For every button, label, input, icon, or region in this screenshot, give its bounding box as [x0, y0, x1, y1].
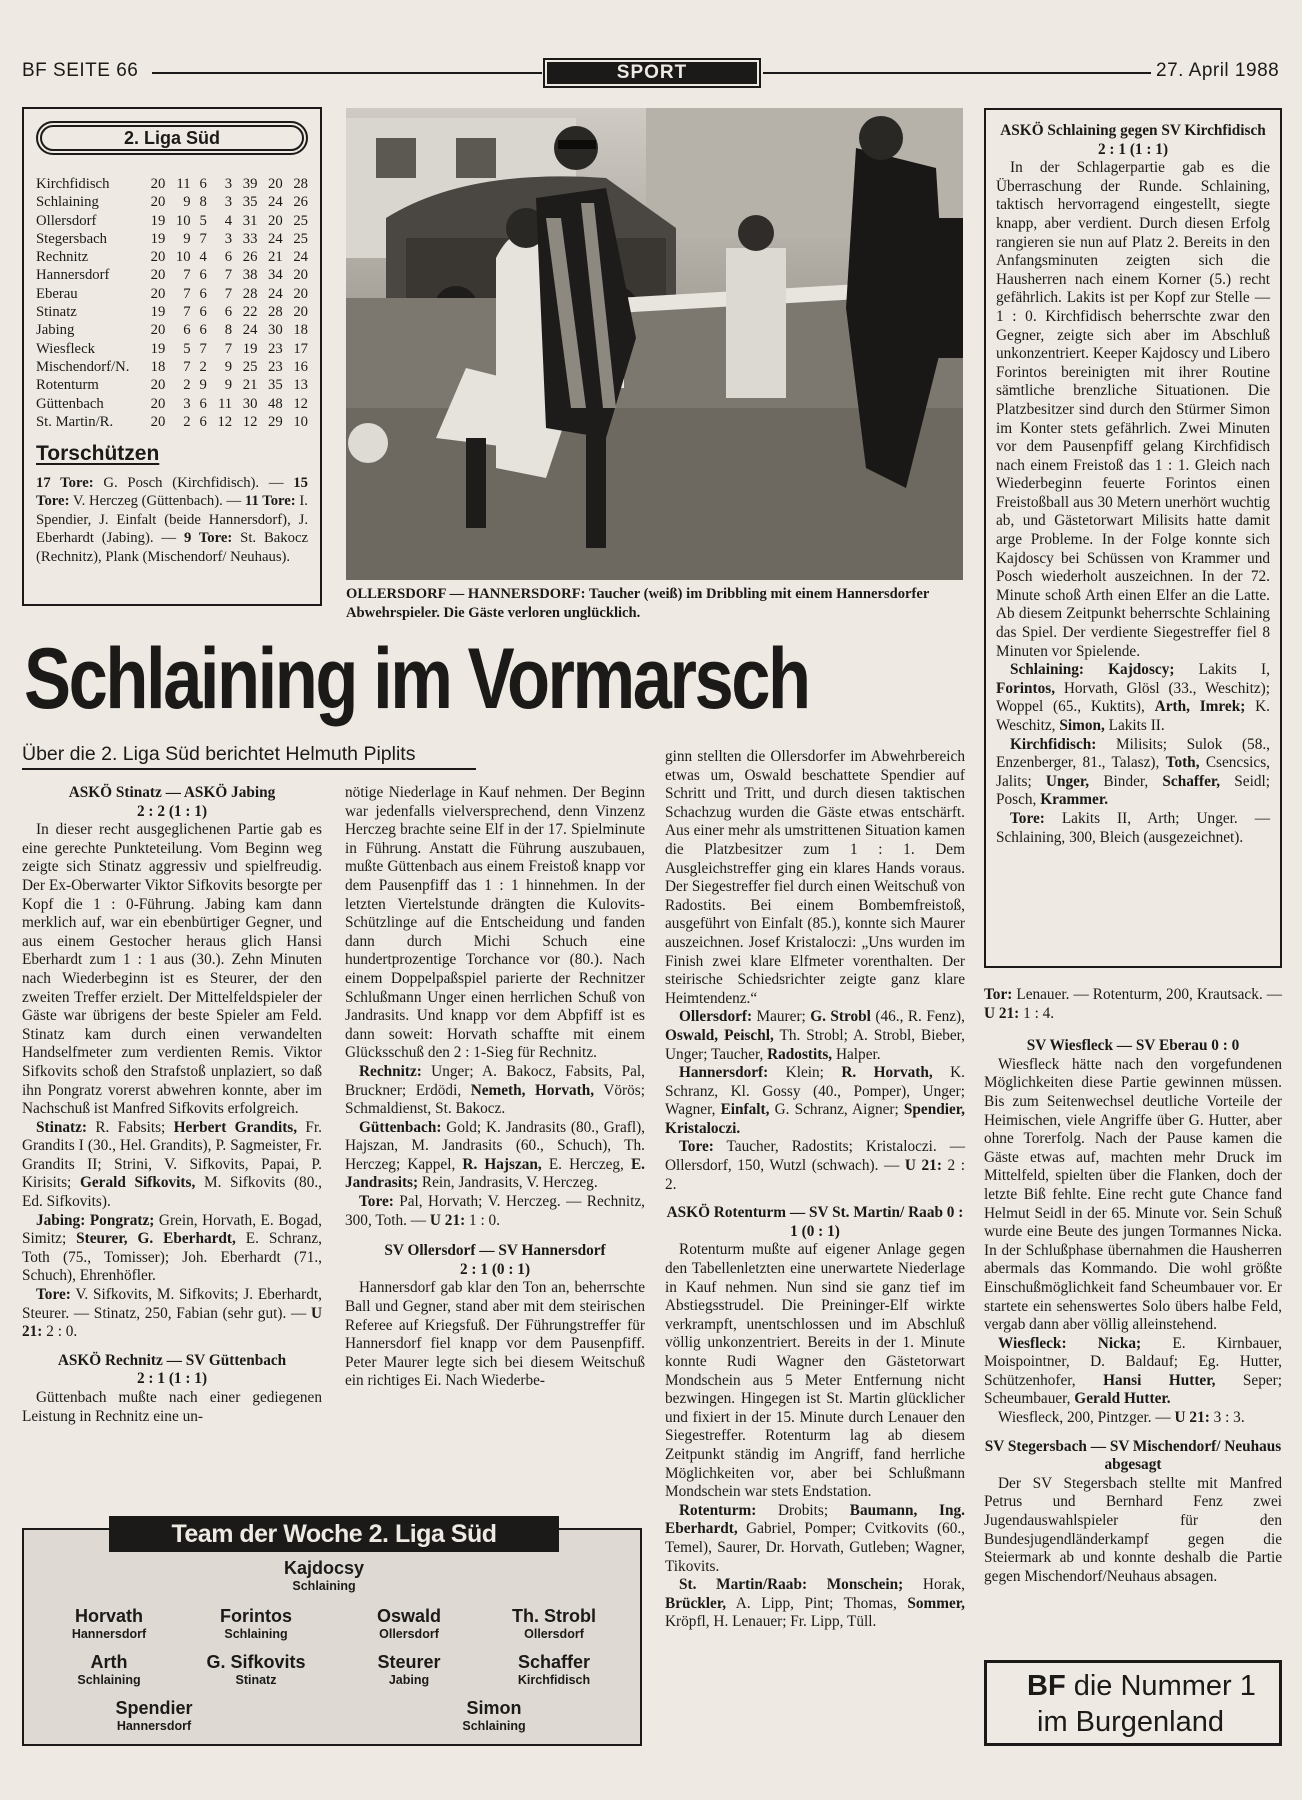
scorer-names: G. Posch (Kirchfidisch). —	[93, 475, 294, 491]
lineup-guettenbach: Güttenbach: Gold; K. Jandrasits (80., Grafl), Hajszan, M. Jandrasits (60., Schuch), Th. Herczeg; Kappel, R. Hajszan, E. Herczeg, E. Jandrasits; Rein, Jandrasits, V. Herczeg.	[345, 1118, 645, 1192]
stat-cell: 28	[293, 176, 308, 192]
lineup-jabing: Jabing: Pongratz; Grein, Horvath, E. Bogad, Simitz; Steurer, G. Eberhardt, E. Schranz, Toth (75., Tomisser); Joh. Eberhardt (71., Schuch), Ehrenhöfler.	[22, 1211, 322, 1285]
match-heading: ASKÖ Rotenturm — SV St. Martin/ Raab 0 : 1 (0 : 1)	[666, 1204, 964, 1240]
goals-line: Tore: Pal, Horvath; V. Herczeg. — Rechnitz, 300, Toth. — U 21: 1 : 0.	[345, 1193, 645, 1229]
stat-cell: 7	[183, 285, 191, 302]
match-report: Wiesfleck hätte nach den vorgefundenen Möglichkeiten diese Partie gewinnen müssen. Bis zum Seitenwechsel deutliche Vorteile der Heimischen, viele Angriffe über G. Hutter, aber ohne Torerfolg. Nach der Pause kamen die Gäste etwas auf, machten mehr Druck im Mittelfeld, spielten über die Flanken, doch der letzte Biß fehlte. Eine recht gute Chance fand Helmut Seidl in der 65. Minute vor. Sein Schuß wurde eine Beute des jungen Tormannes Nicka. In der Schlußphase übernahmen die Hausherren abermals das Kommando. Die wohl größte Einschußmöglichkeit fand Scheumbauer vor. Er startete ein sehenswertes Solo übers halbe Feld, vergab dann aber völlig alleinstehend.	[984, 1055, 1282, 1334]
team-of-week-player	[329, 1606, 489, 1642]
match-photo	[346, 108, 963, 580]
team-name: Hannersdorf	[36, 267, 110, 284]
lineup-rechnitz: Rechnitz: Unger; A. Bakocz, Fabsits, Pal, Bruckner; Erdödi, Nemeth, Horvath, Vörös; Schmaldienst, St. Bakocz.	[345, 1062, 645, 1118]
player-club: Kirchfidisch	[517, 1673, 591, 1687]
stat-cell: 20	[293, 304, 308, 321]
stat-cell: 23	[268, 340, 283, 357]
team-name: Eberau	[36, 285, 78, 302]
player-club: Schlaining	[292, 1579, 356, 1593]
player-club: Stinatz	[235, 1673, 277, 1687]
attendance-line: Wiesfleck, 200, Pintzger. — U 21: 3 : 3.	[998, 1409, 1245, 1427]
lineup-ollersdorf: Ollersdorf: Maurer; G. Strobl (46., R. Fenz), Oswald, Peischl, Th. Strobl; A. Strobl, Bieber, Unger; Taucher, Radostits, Halper.	[665, 1008, 965, 1063]
stat-cell: 7	[199, 340, 207, 357]
stat-cell: 33	[242, 230, 258, 247]
stat-cell: 38	[242, 267, 258, 284]
stat-cell: 11	[176, 176, 191, 192]
team-of-week-player	[329, 1652, 489, 1688]
stat-cell: 39	[242, 176, 258, 192]
stat-cell: 6	[199, 176, 207, 192]
stat-cell: 12	[293, 395, 308, 412]
match-report: Rotenturm mußte auf eigener Anlage gegen den Tabellenletzten eine unerwartete Niederlage in Kauf nehmen. Nun sind sie ganz tief im Abstiegsstrudel. Die Preininger-Elf wirkte verkrampft, unentschlossen und im Abschluß völlig unkonzentriert. Bereits in der 1. Minute konnte Rudi Wagner den Gästetorwart Mondschein aus 5 Meter Entfernung nicht bezwingen. Hingegen ist St. Martin glücklicher und fixiert in der 15. Minute durch Lenauer den Siegestreffer. Rotenturm lag ab diesem Zeitpunkt ständig im Angriff, fand herrliche Möglichkeiten vor, aber bei Schlußmann Mondschein war stets Endstation.	[665, 1241, 965, 1501]
match-score: 2 : 1 (0 : 1)	[459, 1260, 531, 1278]
match-heading: SV Wiesfleck — SV Eberau 0 : 0	[1026, 1037, 1240, 1055]
lineup-rotenturm: Rotenturm: Drobits; Baumann, Ing. Eberhardt, Gabriel, Pomper; Cvitkovits (60., Temel), Saurer, Dr. Horvath, Gutleben; Wagner, Tikovits.	[665, 1501, 965, 1575]
team-name: Ollersdorf	[36, 212, 97, 229]
goals-line: Tore: Lakits II, Arth; Unger. — Schlaining, 300, Bleich (ausgezeichnet).	[996, 809, 1270, 846]
stat-cell: 6	[224, 249, 233, 266]
player-name: Horvath	[74, 1606, 143, 1626]
stat-cell: 21	[268, 249, 283, 266]
team-name: Schlaining	[36, 194, 99, 211]
stat-cell: 17	[293, 340, 308, 357]
match-score: 2 : 1 (1 : 1)	[136, 1370, 208, 1388]
stat-cell: 20	[293, 285, 308, 302]
stat-cell: 19	[150, 304, 166, 321]
stat-cell: 18	[150, 358, 166, 375]
stat-cell: 9	[183, 194, 191, 211]
team-of-week-player	[474, 1606, 634, 1642]
stat-cell: 12	[217, 413, 233, 430]
stat-cell: 19	[242, 340, 258, 357]
lineup-stinatz: Stinatz: R. Fabsits; Herbert Grandits, Fr. Grandits I (30., Hel. Grandits), P. Sagmeister, Fr. Grandits II; Strini, V. Sifkovits, Papai, P. Kirisits; Gerald Sifkovits, M. Sifkovits (80., Ed. Sifkovits).	[22, 1118, 323, 1211]
article-column-2	[345, 784, 645, 1391]
stat-cell: 13	[293, 377, 308, 394]
stat-cell: 6	[199, 413, 207, 430]
byline-rule	[22, 768, 476, 770]
stat-cell: 6	[224, 304, 233, 321]
match-report: In dieser recht ausgeglichenen Partie gab es eine gerechte Punkteteilung. Vom Beginn weg zeigte sich Stinatz aggressiv und spielfreudig. Der Ex-Oberwarter Viktor Sifkovits besorgte per Kopf die 1 : 0-Führung. Jabing kam dann merklich auf, war ein ebenbürtiger Gegner, und aus einem Gestocher heraus glich Hansi Eberhardt zum 1 : 1 aus (30.). Zehn Minuten nach Wiederbeginn ist es Steurer, der den zweiten Treffer erzielt. Der Mittelfeldspieler der Gäste war übrigens der beste Spieler am Feld. Stinatz kam durch einen verwandelten Handselfmeter zum verdienten Remis. Viktor Sifkovits schoß den Strafstoß unplaziert, so daß ihn Pongratz vorerst abwehren konnte, aber im Nachschuß ist Manfred Sifkovits erfolgreich.	[22, 821, 322, 1118]
stat-cell: 2	[183, 377, 191, 394]
team-name: Mischendorf/N.	[36, 358, 130, 375]
stat-cell: 7	[183, 267, 191, 284]
team-of-week-player	[176, 1652, 336, 1688]
league-table-box	[22, 107, 322, 606]
issue-date: 27. April 1988	[1156, 60, 1280, 81]
stat-cell: 7	[183, 358, 191, 375]
standings-row	[36, 193, 308, 211]
stat-cell: 19	[150, 340, 166, 357]
stat-cell: 26	[293, 194, 308, 211]
header-rule-left	[152, 72, 542, 74]
stat-cell: 20	[150, 322, 166, 339]
stat-cell: 18	[293, 322, 308, 339]
stat-cell: 29	[268, 413, 283, 430]
standings-row	[36, 266, 308, 284]
stat-cell: 6	[183, 322, 191, 339]
stat-cell: 28	[242, 285, 258, 302]
stat-cell: 6	[199, 322, 207, 339]
stat-cell: 11	[217, 395, 233, 412]
lineup-kirchfidisch: Kirchfidisch: Milisits; Sulok (58., Enzenberger, 81., Talasz), Toth, Csencsics, Jalits; Unger, Binder, Schaffer, Seidl; Posch, Krammer.	[996, 735, 1270, 809]
scorer-goal-count: 11 Tore:	[244, 493, 296, 510]
scorers-list	[36, 474, 308, 566]
stat-cell: 16	[293, 358, 308, 375]
advert-line-1: BF die Nummer 1	[1027, 1670, 1256, 1702]
header-rule-right	[763, 72, 1151, 74]
stat-cell: 5	[199, 212, 207, 229]
scorer-goal-count: 9 Tore:	[183, 530, 233, 547]
player-club: Schlaining	[77, 1673, 141, 1687]
scorer-names: St. Bakocz (Rechnitz), Plank (Mischendorf/ Neuhaus).	[36, 530, 308, 565]
stat-cell: 24	[242, 322, 258, 339]
photo-caption: OLLERSDORF — HANNERSDORF: Taucher (weiß) im Dribbling mit einem Hannersdorfer Abwehrspieler. Die Gäste verloren unglücklich.	[346, 586, 930, 621]
match-heading: SV Stegersbach — SV Mischendorf/ Neuhaus abgesagt	[984, 1437, 1282, 1474]
standings-row	[36, 248, 308, 266]
standings-row	[36, 340, 308, 358]
stat-cell: 34	[268, 267, 283, 284]
stat-cell: 2	[199, 358, 207, 375]
team-name: Stegersbach	[36, 230, 107, 247]
scorer-goal-count: 15 Tore:	[36, 475, 308, 510]
stat-cell: 6	[199, 395, 207, 412]
stat-cell: 20	[150, 194, 166, 211]
player-name: Forintos	[220, 1606, 292, 1626]
stat-cell: 10	[175, 212, 191, 229]
player-club: Schlaining	[462, 1719, 526, 1733]
article-column-4	[984, 986, 1282, 1586]
match-heading: ASKÖ Rechnitz — SV Güttenbach	[57, 1351, 287, 1369]
stat-cell: 20	[150, 377, 166, 394]
team-of-week-box	[22, 1520, 642, 1746]
stat-cell: 3	[183, 395, 191, 412]
team-of-week-player	[474, 1652, 634, 1688]
lineup-wiesfleck: Wiesfleck: Nicka; E. Kirnbauer, Moispointner, D. Baldauf; Eg. Hutter, Schützenhofer, Hansi Hutter, Seper; Scheumbauer, Gerald Hutter.	[984, 1334, 1282, 1408]
stat-cell: 7	[199, 230, 207, 247]
section-label: SPORT	[543, 58, 761, 88]
match-report: Hannersdorf gab klar den Ton an, beherrschte Ball und Gegner, stand aber mit dem steirischen Referee auf Kriegsfuß. Der Führungstreffer für Hannersdorf fiel knapp vor dem Pausenpfiff. Peter Maurer legte sich bei diesem Weitschuß ein richtiges Ei. Nach Wiederbe-	[345, 1279, 645, 1390]
player-name: Simon	[466, 1698, 522, 1718]
stat-cell: 7	[224, 285, 233, 302]
stat-cell: 48	[268, 395, 283, 412]
stat-cell: 26	[242, 249, 258, 266]
standings-row	[36, 358, 308, 376]
stat-cell: 30	[268, 322, 283, 339]
scorers-title: Torschützen	[36, 442, 160, 465]
stat-cell: 19	[150, 230, 166, 247]
match-photo-image	[346, 108, 963, 580]
stat-cell: 10	[175, 249, 191, 266]
player-name: Steurer	[377, 1652, 441, 1672]
stat-cell: 6	[199, 304, 207, 321]
stat-cell: 20	[150, 285, 166, 302]
team-name: Kirchfidisch	[36, 176, 110, 192]
team-of-week-player	[176, 1606, 336, 1642]
stat-cell: 5	[183, 340, 191, 357]
stat-cell: 9	[224, 358, 233, 375]
match-report: Güttenbach mußte nach einer gediegenen Leistung in Rechnitz eine un-	[22, 1389, 322, 1425]
player-club: Hannersdorf	[71, 1627, 147, 1641]
stat-cell: 35	[268, 377, 283, 394]
standings-table	[36, 175, 308, 431]
player-name: Oswald	[376, 1606, 442, 1626]
team-name: Rotenturm	[36, 377, 99, 394]
advert-brand: BF	[1027, 1670, 1066, 1702]
stat-cell: 20	[150, 249, 166, 266]
league-title: 2. Liga Süd	[40, 125, 304, 151]
stat-cell: 20	[268, 212, 283, 229]
standings-row	[36, 321, 308, 339]
stat-cell: 19	[150, 212, 166, 229]
stat-cell: 6	[199, 285, 207, 302]
stat-cell: 12	[242, 413, 258, 430]
match-score: 2 : 2 (1 : 1)	[136, 802, 208, 820]
team-of-week-title: Team der Woche 2. Liga Süd	[109, 1516, 559, 1552]
stat-cell: 10	[293, 413, 308, 430]
lineup-hannersdorf: Hannersdorf: Klein; R. Horvath, K. Schranz, Kl. Gossy (40., Pomper), Unger; Wagner, Einfalt, G. Schranz, Aigner; Spendier, Kristaloczi.	[665, 1064, 965, 1137]
stat-cell: 24	[268, 194, 283, 211]
match-heading: ASKÖ Stinatz — ASKÖ Jabing	[68, 784, 276, 801]
stat-cell: 20	[150, 395, 166, 412]
team-name: Jabing	[36, 322, 75, 339]
stat-cell: 4	[224, 212, 233, 229]
player-club: Ollersdorf	[524, 1627, 584, 1641]
player-name: Th. Strobl	[512, 1606, 596, 1626]
team-of-week-player	[29, 1606, 189, 1642]
player-name: Kajdocsy	[283, 1558, 365, 1578]
standings-row	[36, 376, 308, 394]
team-of-week-player	[74, 1698, 234, 1734]
player-name: Spendier	[115, 1698, 193, 1718]
stat-cell: 20	[150, 176, 166, 192]
stat-cell: 3	[224, 230, 233, 247]
team-of-week-player	[29, 1652, 189, 1688]
bf-advert	[984, 1660, 1282, 1746]
standings-row	[36, 303, 308, 321]
match-report: nötige Niederlage in Kauf nehmen. Der Beginn war jedenfalls vielversprechend, denn Vinzenz Herczeg brachte seine Elf in der 17. Spielminute in Führung. Anstatt die Führung auszubauen, mußte Güttenbach aus einem Freistoß knapp vor dem Pausenpfiff das 1 : 1 hinnehmen. In der letzten Viertelstunde drängten die Kulovits-Schützlinge auf die Entscheidung und fanden dann durch Michi Schuch eine hundertprozentige Torchance vor (80.). Nach einem Doppelpaßspiel parierte der Rechnitzer Schlußmann Unger einen herrlichen Schuß von Jandrasits. Und knapp vor dem Abpfiff ist es dann soweit: Horvath schaffte mit einem Glücksschuß den 2 : 1-Sieg für Rechnitz.	[345, 784, 645, 1062]
stat-cell: 6	[199, 267, 207, 284]
stat-cell: 2	[183, 413, 191, 430]
league-title-frame	[36, 121, 308, 155]
stat-cell: 30	[242, 395, 258, 412]
lineup-schlaining: Schlaining: Kajdoscy; Lakits I, Forintos, Horvath, Glösl (33., Weschitz); Woppel (65., Kuktits), Arth, Imrek; K. Weschitz, Simon, Lakits II.	[996, 661, 1270, 734]
stat-cell: 9	[199, 377, 207, 394]
player-name: Arth	[90, 1652, 128, 1672]
team-name: Wiesfleck	[36, 340, 95, 357]
match-report: Der SV Stegersbach stellte mit Manfred Petrus und Bernhard Fenz zwei Jugendauswahlspieler für den Bundesjugendländerkampf gegen die Steiermark ab und konnte deshalb die Partie gegen Mischendorf/Neuhaus absagen.	[984, 1474, 1282, 1585]
stat-cell: 3	[224, 176, 233, 192]
player-club: Schlaining	[224, 1627, 288, 1641]
standings-row	[36, 212, 308, 230]
stat-cell: 8	[224, 322, 233, 339]
article-column-3	[665, 748, 965, 1632]
match-heading: SV Ollersdorf — SV Hannersdorf	[384, 1242, 606, 1260]
stat-cell: 23	[268, 358, 283, 375]
stat-cell: 21	[242, 377, 258, 394]
stat-cell: 20	[150, 267, 166, 284]
page-number: BF SEITE 66	[22, 60, 139, 81]
player-club: Ollersdorf	[379, 1627, 439, 1641]
stat-cell: 35	[242, 194, 258, 211]
team-name: Güttenbach	[36, 395, 104, 412]
stat-cell: 7	[224, 340, 233, 357]
article-byline: Über die 2. Liga Süd berichtet Helmuth Piplits	[22, 743, 416, 765]
stat-cell: 24	[293, 249, 308, 266]
player-club: Jabing	[388, 1673, 430, 1687]
player-name: G. Sifkovits	[206, 1652, 306, 1672]
player-club: Hannersdorf	[116, 1719, 192, 1733]
standings-row	[36, 285, 308, 303]
stat-cell: 20	[268, 176, 283, 192]
stat-cell: 8	[199, 194, 207, 211]
advert-line-2: im Burgenland	[1037, 1706, 1224, 1738]
stat-cell: 25	[293, 212, 308, 229]
standings-row	[36, 230, 308, 248]
article-headline: Schlaining im Vormarsch	[24, 631, 809, 727]
stat-cell: 24	[268, 285, 283, 302]
match-heading: ASKÖ Schlaining gegen SV Kirchfidisch 2 : 1 (1 : 1)	[1000, 122, 1266, 158]
scorer-names: I. Spendier, J. Einfalt (beide Hannersdorf), J. Eberhardt (Jabing). —	[36, 493, 308, 547]
stat-cell: 9	[224, 377, 233, 394]
stat-cell: 7	[224, 267, 233, 284]
standings-row	[36, 175, 308, 193]
stat-cell: 20	[293, 267, 308, 284]
stat-cell: 4	[199, 249, 207, 266]
lineup-st-martin: St. Martin/Raab: Monschein; Horak, Brückler, A. Lipp, Pint; Thomas, Sommer, Kröpfl, H. Lenauer; Fr. Lipp, Tüll.	[665, 1576, 965, 1631]
team-of-week-player	[244, 1558, 404, 1594]
standings-row	[36, 395, 308, 413]
stat-cell: 25	[242, 358, 258, 375]
goals-line: Tore: Taucher, Radostits; Kristaloczi. — Ollersdorf, 150, Wutzl (schwach). — U 21: 2 : 2.	[665, 1138, 966, 1193]
match-report: ginn stellten die Ollersdorfer im Abwehrbereich etwas um, Oswald beschattete Spendier auf Schritt und Tritt, und durch diesen taktischen Schachzug wurden die Gäste etwas entschärft. Aus einer mehr als umstrittenen Situation kamen die Platzbesitzer zum 1 : 1. Dem Ausgleichstreffer ging ein klares Hands voraus. Der Siegestreffer fiel durch einen Weitschuß von Radostits. Bei einem Bombemfreistoß, ausgeführt von Einfalt (85.), konnte sich Maurer auszeichnen. Josef Kristaloczi: „Uns wurden im Finish zwei klare Elfmeter vorenthalten. Der steirische Schiedsrichter zeigte ganz klare Heimtendenz.“	[665, 748, 965, 1007]
scorer-names: V. Herczeg (Güttenbach). —	[69, 493, 245, 510]
stat-cell: 22	[242, 304, 258, 321]
standings-row	[36, 413, 308, 431]
stat-cell: 20	[150, 413, 166, 430]
stat-cell: 9	[183, 230, 191, 247]
stat-cell: 3	[224, 194, 233, 211]
stat-cell: 31	[242, 212, 258, 229]
team-name: St. Martin/R.	[36, 413, 114, 430]
featured-match-box	[984, 108, 1282, 968]
match-report: In der Schlagerpartie gab es die Überraschung der Runde. Schlaining, taktisch hervorragend eingestellt, siegte knapp, aber verdient. Durch diesen Erfolg rangieren sie nun auf Platz 2. Bereits in den Anfangsminuten zeigten sich die Hausherren nach einem Korner (5.) recht gefährlich. Lakits ist per Kopf zur Stelle — 1 : 0. Kirchfidisch beherrschte zwar den Gegner, zeigte sich aber im Abschluß unkonzentriert. Keeper Kajdoscy und Libero Forintos bereinigten mit ihrer Routine sämtliche brenzliche Situationen. Die Platzbesitzer sind durch den Stürmer Simon im Konter stets gefährlich. Zwei Minuten vor dem Pausenpfiff gelang Kirchfidisch nach einem Freistoß das 1 : 1. Gleich nach Wiederbeginn feuerte Forintos einen Freistoßball aus 30 Metern unerhört wuchtig ab, und Gästetorwart Milisits hatte damit arge Probleme. In der Folge konnte sich Kajdoscy bei Schüssen von Krammer und Posch wiederholt auszeichnen. In der 72. Minute schoß Arth einen Elfer an die Latte. Ab diesem Zeitpunkt beherrschte Schlaining das Spiel. Der verdiente Siegestreffer fiel 8 Minuten vor Spielende.	[996, 159, 1270, 660]
goals-line: Tor: Lenauer. — Rotenturm, 200, Krautsack. — U 21: 1 : 4.	[984, 986, 1282, 1022]
goals-line: Tore: V. Sifkovits, M. Sifkovits; J. Eberhardt, Steurer. — Stinatz, 250, Fabian (sehr gut). — U 21: 2 : 0.	[22, 1286, 322, 1341]
stat-cell: 28	[268, 304, 283, 321]
scorer-goal-count: 17 Tore:	[36, 475, 94, 491]
article-column-1	[22, 784, 322, 1426]
stat-cell: 25	[293, 230, 308, 247]
team-name: Rechnitz	[36, 249, 89, 266]
stat-cell: 24	[268, 230, 283, 247]
team-of-week-player	[414, 1698, 574, 1734]
player-name: Schaffer	[517, 1652, 591, 1672]
stat-cell: 7	[183, 304, 191, 321]
team-name: Stinatz	[36, 304, 77, 321]
